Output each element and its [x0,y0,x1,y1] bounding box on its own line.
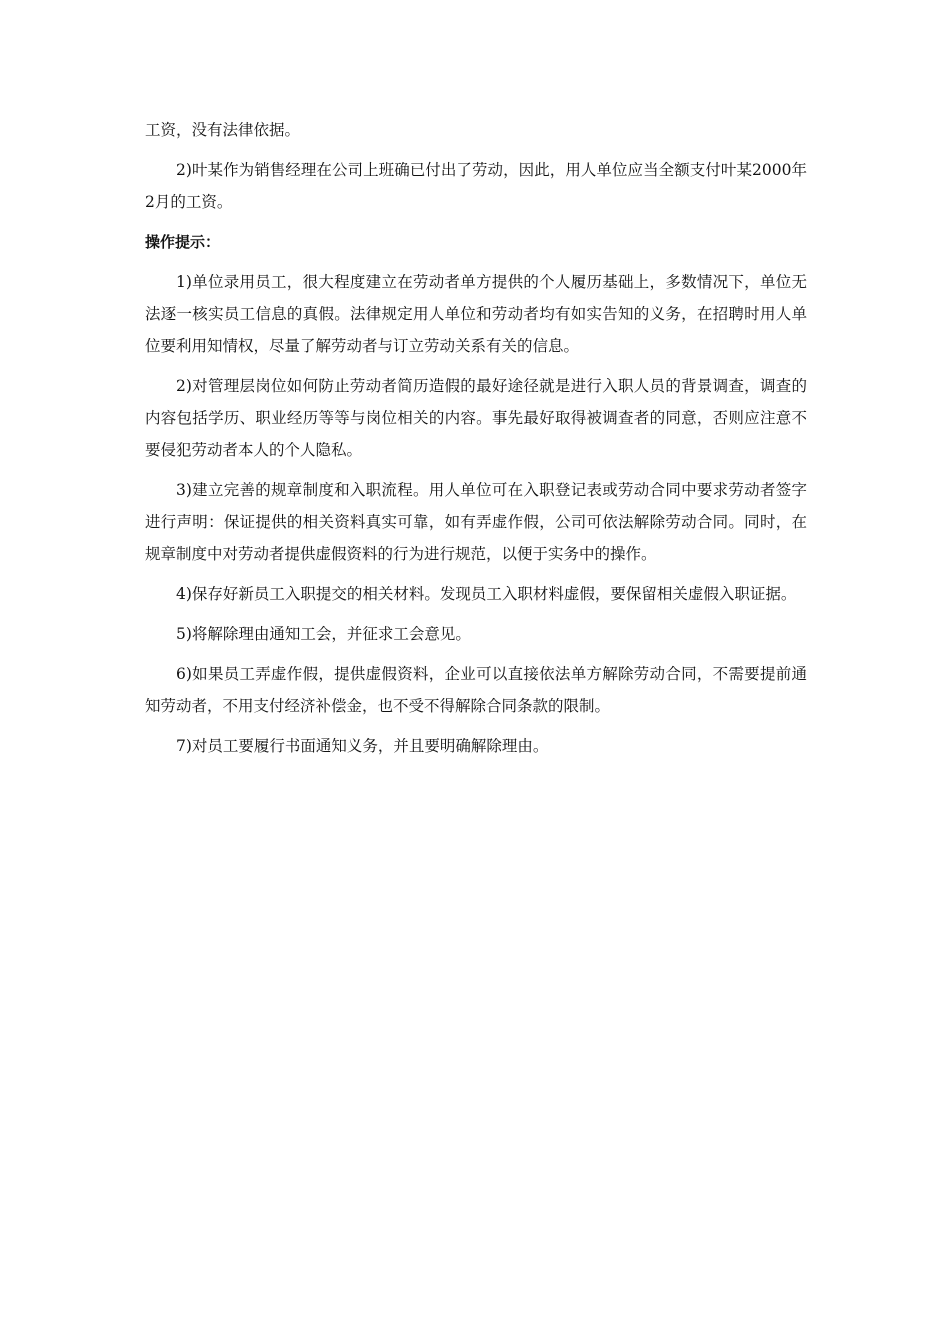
tip-item-4: 4)保存好新员工入职提交的相关材料。发现员工入职材料虚假，要保留相关虚假入职证据。 [176,585,797,603]
document-body [145,114,807,770]
paragraph-continuation: 工资，没有法律依据。 [145,121,301,139]
tip-item-1: 1)单位录用员工，很大程度建立在劳动者单方提供的个人履历基础上，多数情况下，单位无法逐一核实员工信息的真假。法律规定用人单位和劳动者均有如实告知的义务，在招聘时用人单位要利用知情权，尽量了解劳动者与订立劳动关系有关的信息。 [145,273,807,355]
tip-item-7: 7)对员工要履行书面通知义务，并且要明确解除理由。 [176,737,549,755]
tip-item-2: 2)对管理层岗位如何防止劳动者简历造假的最好途径就是进行入职人员的背景调查，调查的内容包括学历、职业经历等等与岗位相关的内容。事先最好取得被调查者的同意，否则应注意不要侵犯劳动者本人的个人隐私。 [145,377,807,459]
paragraph-salary-conclusion: 2)叶某作为销售经理在公司上班确已付出了劳动，因此，用人单位应当全额支付叶某2000年2月的工资。 [145,161,807,211]
section-heading: 操作提示： [145,233,221,251]
tip-item-5: 5)将解除理由通知工会，并征求工会意见。 [176,625,471,643]
tip-item-3: 3)建立完善的规章制度和入职流程。用人单位可在入职登记表或劳动合同中要求劳动者签字进行声明：保证提供的相关资料真实可靠，如有弄虚作假，公司可依法解除劳动合同。同时，在规章制度中对劳动者提供虚假资料的行为进行规范，以便于实务中的操作。 [145,481,807,563]
tip-item-6: 6)如果员工弄虚作假，提供虚假资料，企业可以直接依法单方解除劳动合同，不需要提前通知劳动者，不用支付经济补偿金，也不受不得解除合同条款的限制。 [145,665,807,715]
